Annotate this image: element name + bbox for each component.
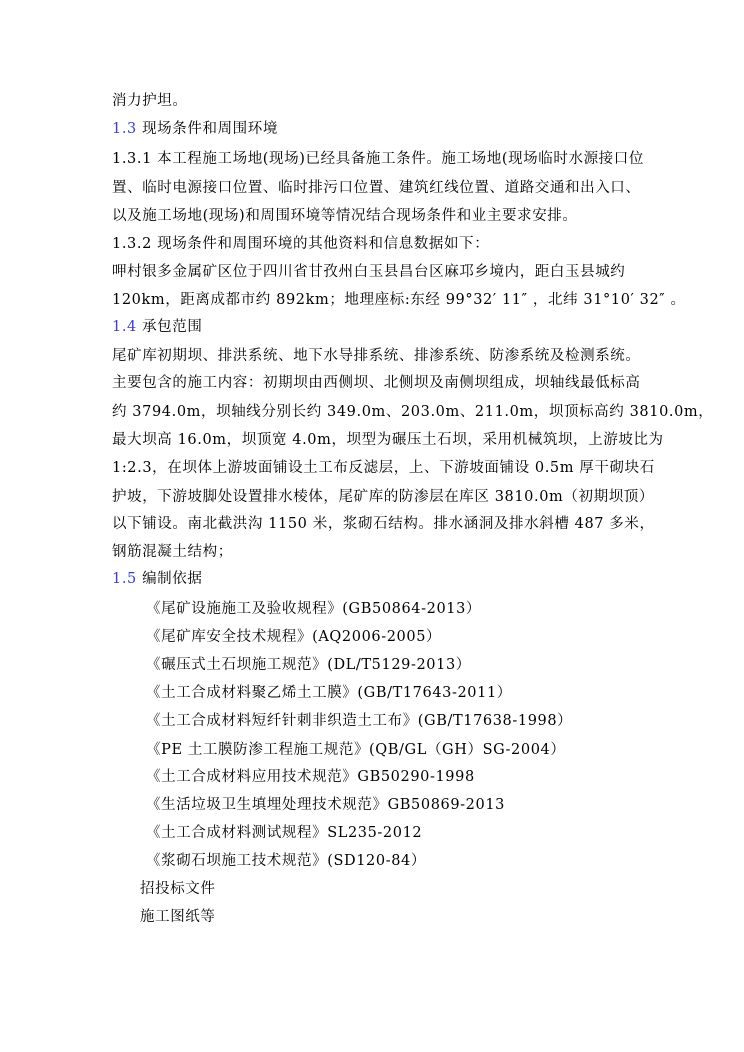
heading-number: 1.3: [112, 121, 137, 137]
reference-item: 《浆砌石坝施工技术规范》(SD120-84）: [146, 853, 426, 869]
paragraph-line: 120km，距离成都市约 892km；地理座标:东经 99°32′ 11″ ，北纬 31°10′ 32″ 。: [112, 292, 686, 308]
reference-item: 《PE 土工膜防渗工程施工规范》(QB/GL（GH）SG-2004）: [146, 742, 566, 758]
reference-item: 《土工合成材料测试规程》SL235-2012: [146, 825, 423, 841]
reference-item: 《土工合成材料短纤针刺非织造土工布》(GB/T17638-1998）: [146, 713, 573, 729]
reference-item: 《尾矿库安全技术规程》(AQ2006-2005）: [146, 629, 442, 645]
paragraph-line: 护坡，下游坡脚处设置排水棱体，尾矿库的防渗层在库区 3810.0m（初期坝顶）: [112, 489, 654, 505]
paragraph-line: 以及施工场地(现场)和周围环境等情况结合现场条件和业主要求安排。: [112, 208, 578, 224]
paragraph-line: 1.3.1 本工程施工场地(现场)已经具备施工条件。施工场地(现场临时水源接口位: [112, 151, 644, 167]
reference-item: 《碾压式土石坝施工规范》(DL/T5129-2013）: [146, 657, 471, 673]
heading-text: 现场条件和周围环境: [136, 121, 278, 137]
heading-number: 1.4: [112, 319, 137, 335]
section-heading-1-4: [112, 317, 202, 337]
section-heading-1-3: [112, 119, 278, 139]
paragraph-line: 以下铺设。南北截洪沟 1150 米，浆砌石结构。排水涵洞及排水斜槽 487 多米，: [112, 516, 655, 532]
heading-text: 编制依据: [136, 571, 203, 587]
reference-item: 《土工合成材料应用技术规范》GB50290-1998: [146, 769, 475, 785]
paragraph-line: 钢筋混凝土结构；: [112, 544, 233, 560]
paragraph-line: 消力护坦。: [112, 93, 188, 109]
reference-item: 《尾矿设施施工及验收规程》(GB50864-2013）: [146, 601, 482, 617]
paragraph-line: 约 3794.0m，坝轴线分别长约 349.0m、203.0m、211.0m，坝顶标高约 3810.0m，: [112, 404, 714, 420]
reference-item: 招投标文件: [140, 881, 216, 897]
reference-item: 施工图纸等: [140, 909, 216, 925]
paragraph-line: 置、临时电源接口位置、临时排污口位置、建筑红线位置、道路交通和出入口、: [112, 180, 641, 196]
reference-item: 《土工合成材料聚乙烯土工膜》(GB/T17643-2011）: [146, 685, 512, 701]
paragraph-line: 主要包含的施工内容：初期坝由西侧坝、北侧坝及南侧坝组成，坝轴线最低标高: [112, 375, 641, 391]
paragraph-line: 1.3.2 现场条件和周围环境的其他资料和信息数据如下：: [112, 236, 490, 252]
paragraph-line: 最大坝高 16.0m，坝顶宽 4.0m，坝型为碾压土石坝，采用机械筑坝，上游坡比为: [112, 432, 664, 448]
heading-text: 承包范围: [136, 319, 203, 335]
paragraph-line: 1:2.3，在坝体上游坡面铺设土工布反滤层，上、下游坡面铺设 0.5m 厚干砌块石: [112, 460, 655, 476]
section-heading-1-5: [112, 569, 202, 589]
paragraph-line: 尾矿库初期坝、排洪系统、地下水导排系统、排渗系统、防渗系统及检测系统。: [112, 348, 641, 364]
heading-number: 1.5: [112, 571, 137, 587]
paragraph-line: 呷村银多金属矿区位于四川省甘孜州白玉县昌台区麻邛乡境内，距白玉县城约: [112, 264, 626, 280]
reference-item: 《生活垃圾卫生填埋处理技术规范》GB50869-2013: [146, 797, 505, 813]
